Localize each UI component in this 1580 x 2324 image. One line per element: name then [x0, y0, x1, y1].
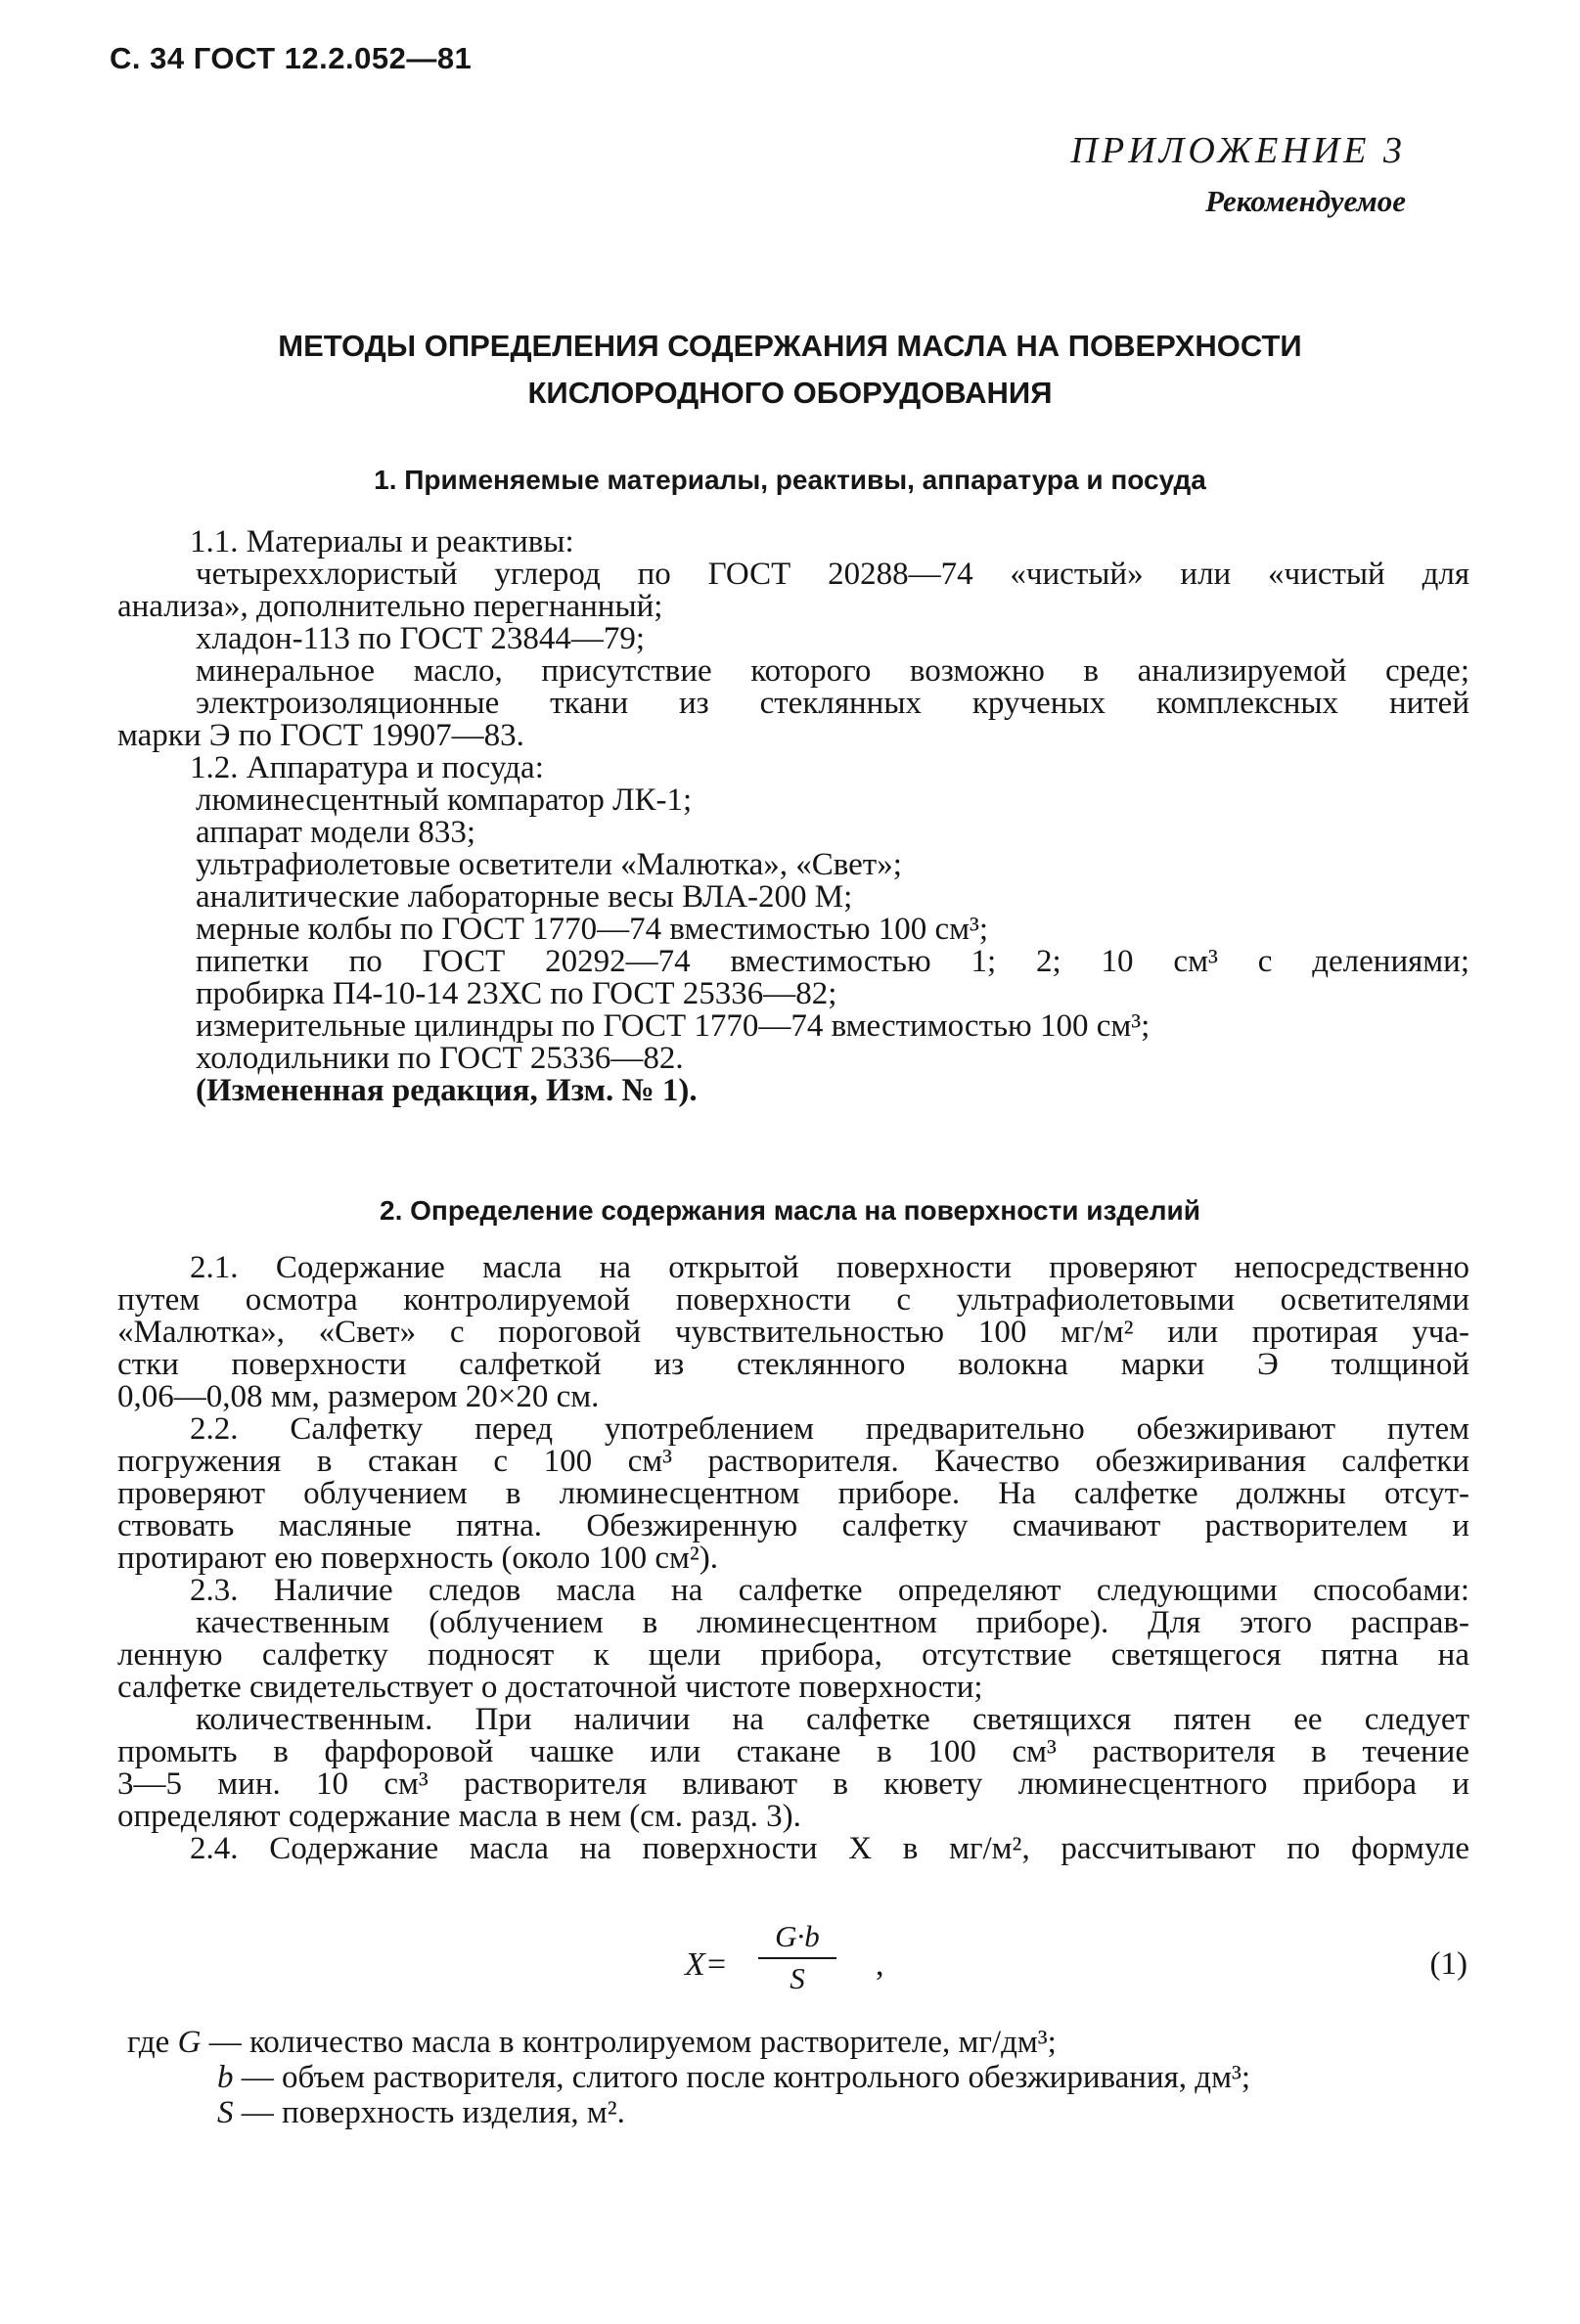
- paragraph-line: погружения в стакан с 100 см³ растворителя. Качество обезжиривания салфетки: [117, 1444, 1469, 1479]
- legend-symbol: b: [217, 2060, 234, 2095]
- formula-legend: [127, 2025, 1472, 2130]
- document-title-line: МЕТОДЫ ОПРЕДЕЛЕНИЯ СОДЕРЖАНИЯ МАСЛА НА ПОВЕРХНОСТИ: [278, 329, 1302, 363]
- formula-numerator: G·b: [758, 1919, 836, 1959]
- legend-row-s: [127, 2095, 1472, 2130]
- legend-text: — количество масла в контролируемом растворителе, мг/дм³;: [201, 2025, 1057, 2060]
- paragraph-line: ствовать масляные пятна. Обезжиренную салфетку смачивают растворителем и: [117, 1508, 1469, 1543]
- legend-prefix: где: [127, 2025, 178, 2060]
- legend-symbol: S: [217, 2095, 234, 2130]
- paragraph-line: электроизоляционные ткани из стеклянных крученых комплексных нитей: [196, 686, 1469, 721]
- paragraph-line: стки поверхности салфеткой из стеклянного волокна марки Э толщиной: [117, 1347, 1469, 1382]
- paragraph-line: проверяют облучением в люминесцентном приборе. На салфетке должны отсут-: [117, 1476, 1469, 1511]
- legend-row-b: [127, 2060, 1472, 2095]
- paragraph-line: минеральное масло, присутствие которого возможно в анализируемой среде;: [196, 653, 1469, 689]
- paragraph-line: аналитические лабораторные весы ВЛА-200 М;: [196, 879, 853, 915]
- section-1-heading: 1. Применяемые материалы, реактивы, аппаратура и посуда: [374, 465, 1206, 495]
- paragraph-line: мерные колбы по ГОСТ 1770—74 вместимостью 100 см³;: [196, 912, 989, 947]
- section-2-heading: 2. Определение содержания масла на поверхности изделий: [380, 1195, 1200, 1226]
- paragraph-line: 1.2. Аппаратура и посуда:: [190, 750, 544, 785]
- section-1-body: [117, 526, 1469, 1107]
- formula-1: [665, 1919, 1467, 2017]
- appendix-subtitle: Рекомендуемое: [1205, 184, 1406, 218]
- paragraph-line: четыреххлористый углерод по ГОСТ 20288—74 «чистый» или «чистый для: [196, 557, 1469, 592]
- paragraph-line: путем осмотра контролируемой поверхности с ультрафиолетовыми осветителями: [117, 1282, 1469, 1318]
- legend-row-g: [127, 2025, 1472, 2060]
- formula-lhs: X=: [685, 1946, 728, 1983]
- formula-denominator: S: [790, 1961, 805, 1995]
- legend-text: — поверхность изделия, м².: [233, 2095, 625, 2130]
- appendix-title: ПРИЛОЖЕНИЕ 3: [1070, 130, 1406, 171]
- paragraph-line: 2.2. Салфетку перед употреблением предварительно обезжиривают путем: [190, 1411, 1469, 1447]
- paragraph-line: анализа», дополнительно перегнанный;: [117, 589, 663, 624]
- paragraph-line: пробирка П4-10-14 23ХС по ГОСТ 25336—82;: [196, 976, 837, 1011]
- paragraph-line: пипетки по ГОСТ 20292—74 вместимостью 1; 2; 10 см³ с делениями;: [196, 944, 1469, 979]
- document-title-line: КИСЛОРОДНОГО ОБОРУДОВАНИЯ: [527, 376, 1053, 410]
- paragraph-line: люминесцентный компаратор ЛК-1;: [196, 782, 693, 818]
- paragraph-line: ультрафиолетовые осветители «Малютка», «Свет»;: [196, 847, 902, 882]
- paragraph-line: хладон-113 по ГОСТ 23844—79;: [196, 621, 646, 656]
- document-title: [117, 323, 1463, 417]
- formula-number: (1): [1429, 1946, 1467, 1982]
- section-2-body: [117, 1252, 1469, 1865]
- paragraph-line: промыть в фарфоровой чашке или стакане в 100 см³ растворителя в течение: [117, 1734, 1469, 1769]
- legend-symbol: G: [177, 2025, 202, 2060]
- paragraph-line: марки Э по ГОСТ 19907—83.: [117, 718, 524, 753]
- legend-text: — объем растворителя, слитого после контрольного обезжиривания, дм³;: [233, 2060, 1251, 2095]
- formula-fraction: [758, 1919, 836, 1996]
- paragraph-line: холодильники по ГОСТ 25336—82.: [196, 1041, 684, 1076]
- paragraph-line: 1.1. Материалы и реактивы:: [190, 524, 574, 559]
- paragraph-line: измерительные цилиндры по ГОСТ 1770—74 вместимостью 100 см³;: [196, 1008, 1151, 1044]
- paragraph-line: 0,06—0,08 мм, размером 20×20 см.: [117, 1379, 600, 1414]
- paragraph-line: ленную салфетку подносят к щели прибора, отсутствие светящегося пятна на: [117, 1637, 1469, 1673]
- paragraph-line: салфетке свидетельствует о достаточной чистоте поверхности;: [117, 1670, 983, 1705]
- paragraph-line: «Малютка», «Свет» с пороговой чувствительностью 100 мг/м² или протирая уча-: [117, 1315, 1469, 1350]
- appendix-label: [1071, 129, 1406, 219]
- paragraph-line: 3—5 мин. 10 см³ растворителя вливают в кювету люминесцентного прибора и: [117, 1766, 1469, 1802]
- paragraph-line: 2.1. Содержание масла на открытой поверхности проверяют непосредственно: [190, 1250, 1469, 1285]
- paragraph-line: аппарат модели 833;: [196, 815, 476, 850]
- paragraph-line: протирают ею поверхность (около 100 см²).: [117, 1541, 718, 1576]
- paragraph-line: качественным (облучением в люминесцентном приборе). Для этого расправ-: [196, 1605, 1469, 1640]
- amendment-note: (Измененная редакция, Изм. № 1).: [196, 1073, 698, 1108]
- formula-comma: ,: [876, 1946, 884, 1983]
- paragraph-line: 2.3. Наличие следов масла на салфетке определяют следующими способами:: [190, 1573, 1469, 1608]
- paragraph-line: определяют содержание масла в нем (см. разд. 3).: [117, 1799, 801, 1834]
- page-header-reference: С. 34 ГОСТ 12.2.052—81: [110, 41, 473, 75]
- paragraph-line: 2.4. Содержание масла на поверхности X в мг/м², рассчитывают по формуле: [190, 1831, 1469, 1866]
- paragraph-line: количественным. При наличии на салфетке светящихся пятен ее следует: [196, 1702, 1469, 1737]
